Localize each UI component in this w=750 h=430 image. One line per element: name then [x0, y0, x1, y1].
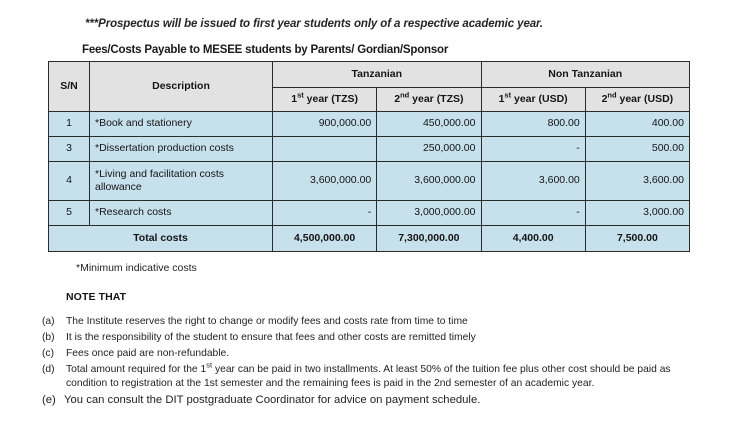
cell-tzs-year1: [273, 137, 377, 162]
tzs-year2-suffix: nd: [400, 90, 410, 100]
note-item: [42, 331, 702, 345]
usd-year2-number: 2: [601, 92, 608, 105]
table-row: [49, 162, 690, 201]
usd-year1-rest: year (USD): [511, 92, 568, 105]
note-marker: (e): [42, 394, 56, 407]
cell-usd-year2: 500.00: [585, 137, 689, 162]
cell-total-tzs-year2: 7,300,000.00: [377, 226, 481, 252]
cell-description: *Dissertation production costs: [90, 137, 273, 162]
note-item: [42, 315, 702, 329]
usd-year2-suffix: nd: [607, 90, 617, 100]
note-text: Fees once paid are non-refundable.: [66, 348, 230, 360]
cell-total-tzs-year1: 4,500,000.00: [273, 226, 377, 252]
note-item: [42, 347, 702, 361]
tzs-year2-rest: year (TZS): [409, 92, 464, 105]
table-header: [49, 62, 690, 112]
column-header-tzs-year1: [273, 88, 377, 112]
table-header-row-groups: [49, 62, 690, 88]
cell-tzs-year1: -: [273, 201, 377, 226]
usd-year1-suffix: st: [504, 90, 512, 100]
cell-description: *Book and stationery: [90, 112, 273, 137]
cell-total-usd-year1: 4,400.00: [481, 226, 585, 252]
cell-usd-year1: 800.00: [481, 112, 585, 137]
note-ordinal-suffix: st: [206, 360, 213, 370]
cell-sn: 5: [49, 201, 90, 226]
tzs-year2-number: 2: [394, 92, 401, 105]
minimum-indicative-costs-note: *Minimum indicative costs: [76, 262, 197, 274]
column-group-header-tanzanian: Tanzanian: [273, 62, 482, 88]
column-header-tzs-year2: [377, 88, 481, 112]
cell-usd-year2: 3,000.00: [585, 201, 689, 226]
cell-usd-year1: 3,600.00: [481, 162, 585, 201]
cell-sn: 1: [49, 112, 90, 137]
cell-tzs-year1: 3,600,000.00: [273, 162, 377, 201]
column-header-sn: S/N: [49, 62, 90, 112]
table-row: [49, 201, 690, 226]
column-header-description: Description: [90, 62, 273, 112]
note-item: [42, 393, 702, 408]
cell-usd-year2: 400.00: [585, 112, 689, 137]
column-header-usd-year1: [481, 88, 585, 112]
cell-tzs-year1: 900,000.00: [273, 112, 377, 137]
cell-tzs-year2: 450,000.00: [377, 112, 481, 137]
table-total-row: [49, 226, 690, 252]
cell-description: *Research costs: [90, 201, 273, 226]
usd-year1-number: 1: [498, 92, 505, 105]
notes-list: [42, 315, 702, 411]
table-body: [49, 112, 690, 252]
cell-sn: 3: [49, 137, 90, 162]
tzs-year1-number: 1: [291, 92, 298, 105]
note-text: The Institute reserves the right to change or modify fees and costs rate from time to time: [66, 316, 468, 327]
cell-description: *Living and facilitation costs allowance: [90, 162, 273, 201]
note-text: [66, 360, 702, 390]
prospectus-note: ***Prospectus will be issued to first year students only of a respective academic year.: [85, 18, 543, 30]
cell-total-usd-year2: 7,500.00: [585, 226, 689, 252]
cell-usd-year1: -: [481, 201, 585, 226]
note-text-part2: year can be paid in two installments. At least 50% of the tuition fee plus other cost should be paid as condition to registration at the 1st semester and the remaining fees is paid in the 2nd semester of an academic year.: [66, 364, 671, 389]
cell-tzs-year2: 3,600,000.00: [377, 162, 481, 201]
cell-usd-year2: 3,600.00: [585, 162, 689, 201]
cell-tzs-year2: 3,000,000.00: [377, 201, 481, 226]
column-group-header-non-tanzanian: Non Tanzanian: [481, 62, 690, 88]
table-row: [49, 112, 690, 137]
note-marker: (a): [42, 316, 55, 327]
cell-sn: 4: [49, 162, 90, 201]
note-text: You can consult the DIT postgraduate Coordinator for advice on payment schedule.: [64, 394, 481, 407]
note-marker: (c): [42, 348, 55, 360]
table-title: Fees/Costs Payable to MESEE students by Parents/ Gordian/Sponsor: [82, 44, 449, 56]
note-text-part1: Total amount required for the 1: [66, 364, 207, 376]
cell-tzs-year2: 250,000.00: [377, 137, 481, 162]
note-item: [42, 360, 702, 390]
note-marker: (b): [42, 332, 55, 344]
cell-total-label: Total costs: [49, 226, 273, 252]
table-row: [49, 137, 690, 162]
fees-costs-table: [48, 61, 690, 252]
note-that-heading: NOTE THAT: [66, 291, 127, 303]
tzs-year1-rest: year (TZS): [303, 92, 359, 105]
tzs-year1-suffix: st: [297, 90, 304, 100]
cell-usd-year1: -: [481, 137, 585, 162]
column-header-usd-year2: [585, 88, 689, 112]
usd-year2-rest: year (USD): [616, 92, 674, 105]
note-text: It is the responsibility of the student to ensure that fees and other costs are remitted timely: [66, 332, 476, 344]
note-marker: (d): [42, 364, 55, 376]
